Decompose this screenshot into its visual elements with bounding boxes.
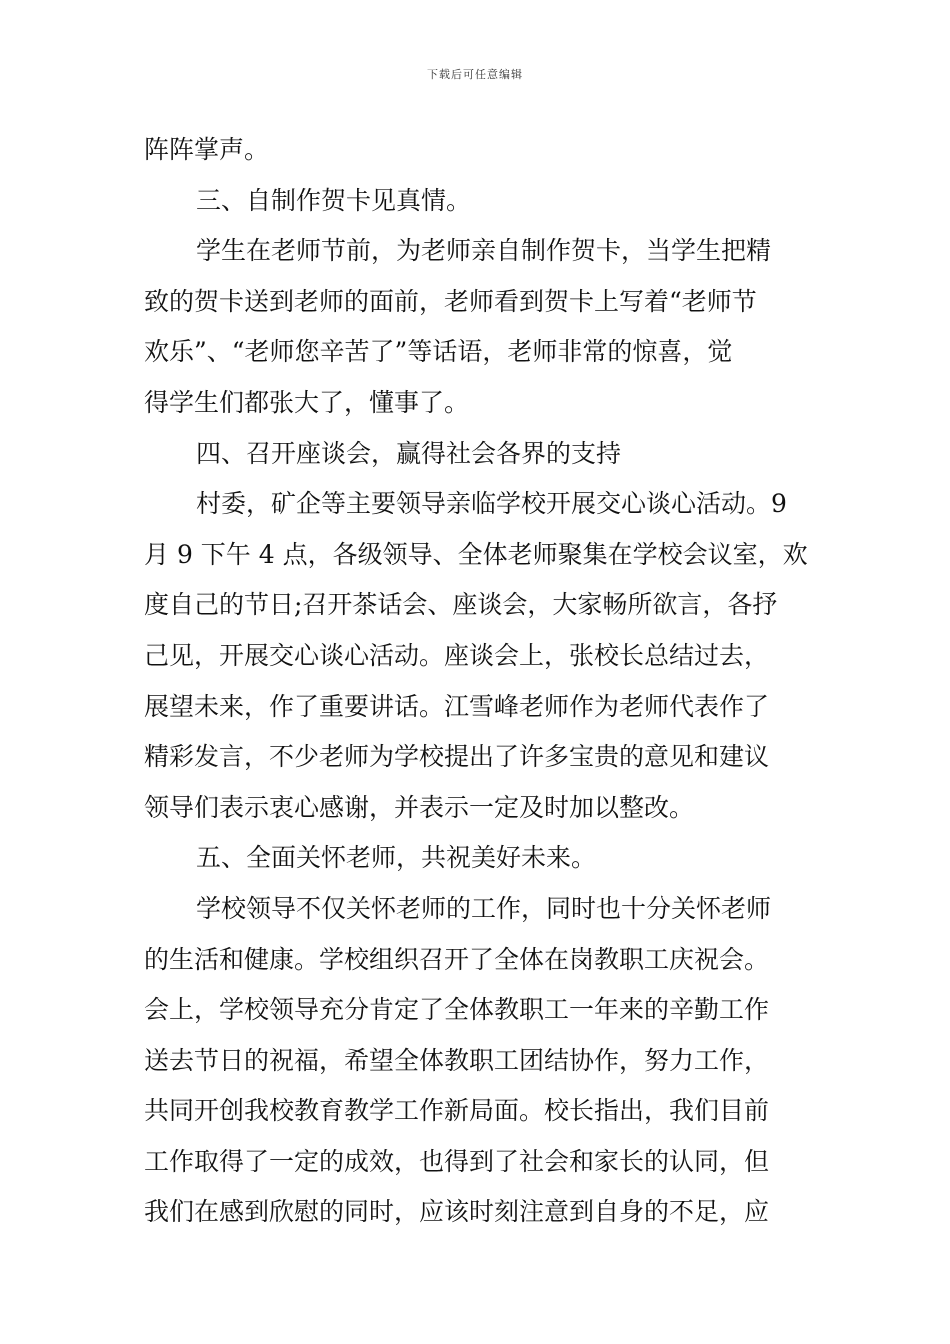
text-line: 己见，开展交心谈心活动。座谈会上，张校长总结过去，	[144, 640, 770, 670]
section-heading: 五、全面关怀老师，共祝美好未来。	[196, 843, 597, 873]
text-line: 送去节日的祝福，希望全体教职工团结协作，努力工作，	[144, 1045, 770, 1075]
text-line: 得学生们都张大了，懂事了。	[144, 387, 470, 417]
text-line: 的生活和健康。学校组织召开了全体在岗教职工庆祝会。	[144, 944, 770, 974]
paragraph-first-line: 学校领导不仅关怀老师的工作，同时也十分关怀老师	[196, 893, 772, 923]
text-line: 阵阵掌声。	[144, 135, 270, 164]
section-heading: 四、召开座谈会，赢得社会各界的支持	[196, 438, 622, 468]
header-note: 下载后可任意编辑	[427, 68, 523, 81]
text-line: 月 9 下午 4 点，各级领导、全体老师聚集在学校会议室，欢	[144, 539, 808, 569]
text-line: 会上，学校领导充分肯定了全体教职工一年来的辛勤工作	[144, 995, 770, 1025]
text-line: 致的贺卡送到老师的面前，老师看到贺卡上写着“老师节	[144, 286, 757, 316]
text-line: 精彩发言，不少老师为学校提出了许多宝贵的意见和建议	[144, 742, 770, 772]
text-line: 我们在感到欣慰的同时，应该时刻注意到自身的不足，应	[144, 1197, 770, 1227]
paragraph-first-line: 村委，矿企等主要领导亲临学校开展交心谈心活动。9	[196, 489, 787, 519]
text-line: 共同开创我校教育教学工作新局面。校长指出，我们目前	[144, 1096, 770, 1126]
text-line: 工作取得了一定的成效，也得到了社会和家长的认同，但	[144, 1146, 770, 1176]
document-body	[144, 125, 809, 1238]
text-line: 领导们表示衷心感谢，并表示一定及时加以整改。	[144, 792, 695, 822]
section-heading: 三、自制作贺卡见真情。	[196, 185, 472, 215]
text-line: 度自己的节日;召开茶话会、座谈会，大家畅所欲言，各抒	[144, 590, 778, 620]
text-line: 展望未来，作了重要讲话。江雪峰老师作为老师代表作了	[144, 691, 770, 721]
text-line: 欢乐”、“老师您辛苦了”等话语，老师非常的惊喜，觉	[144, 337, 733, 367]
paragraph-first-line: 学生在老师节前，为老师亲自制作贺卡，当学生把精	[196, 236, 772, 266]
